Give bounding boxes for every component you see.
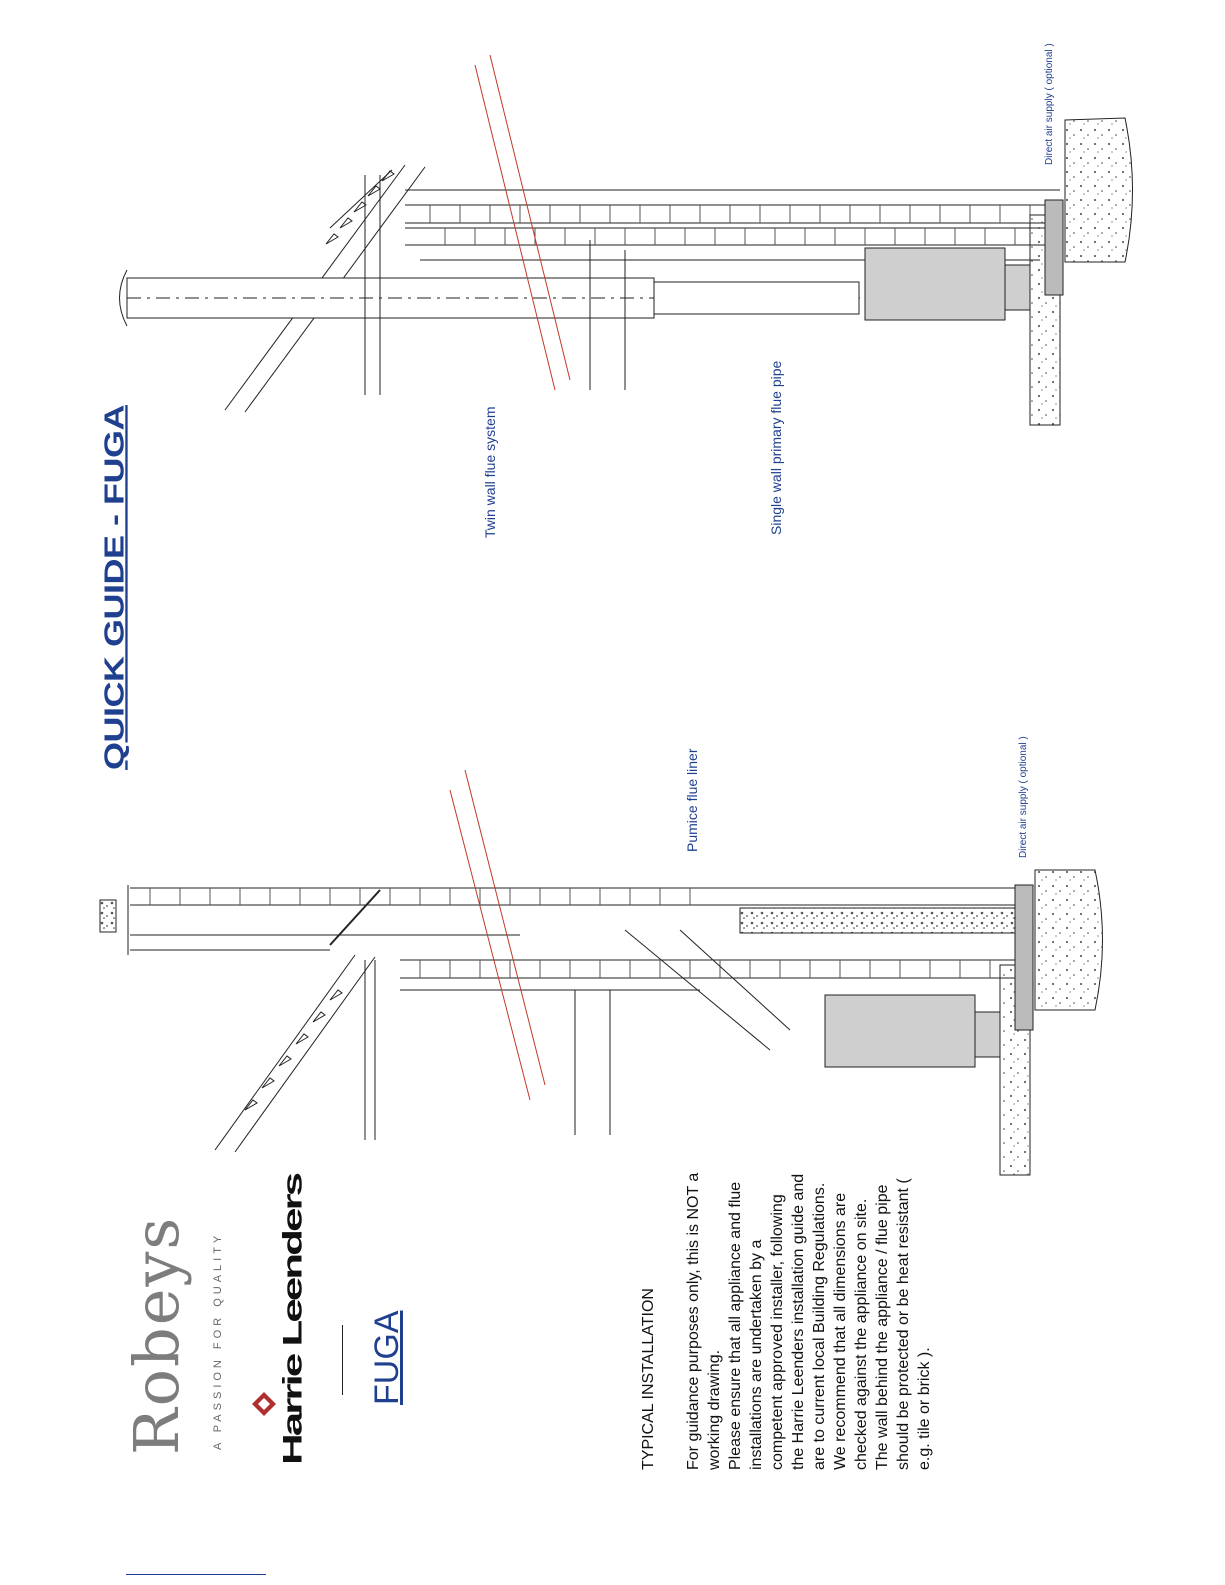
harrie-diamond-icon <box>250 1390 278 1418</box>
twin-wall-label: Twin wall flue system <box>482 406 498 538</box>
note-line: We recommend that all dimensions are checked against the appliance on site. <box>832 1192 870 1470</box>
robeys-tagline: A PASSION FOR QUALITY <box>212 1231 224 1450</box>
pumice-liner-label: Pumice flue liner <box>684 748 700 852</box>
roof-tiles <box>326 171 394 244</box>
note-line: For guidance purposes only, this is NOT a working drawing. <box>685 1172 723 1470</box>
harrie-leenders-logo: Harrie Leenders <box>278 1174 308 1465</box>
twin-wall-drawing <box>120 55 1133 425</box>
product-name: FUGA <box>368 1310 406 1405</box>
notes-heading: TYPICAL INSTALLATION <box>640 1288 657 1470</box>
bottom-rule <box>126 1574 266 1575</box>
pumice-liner-drawing <box>100 770 1103 1175</box>
notes-text <box>683 1170 935 1470</box>
robeys-logo: Robeys <box>120 1215 193 1455</box>
brick-hatch <box>430 205 1030 245</box>
logo-divider <box>342 1325 343 1395</box>
direct-air-label-right: Direct air supply ( optional ) <box>1044 43 1055 165</box>
direct-air-label-left: Direct air supply ( optional ) <box>1018 736 1029 858</box>
note-line: The wall behind the appliance / flue pipe should be protected or be heat resistant ( e.g. tile or brick ). <box>874 1178 933 1470</box>
note-line: Please ensure that all appliance and flue installations are undertaken by a competent approved installer, following the Harrie Leenders installation guide and are to current local Building Regulations. <box>727 1173 828 1470</box>
single-wall-label: Single wall primary flue pipe <box>768 360 784 535</box>
page-title: QUICK GUIDE - FUGA <box>98 405 130 770</box>
